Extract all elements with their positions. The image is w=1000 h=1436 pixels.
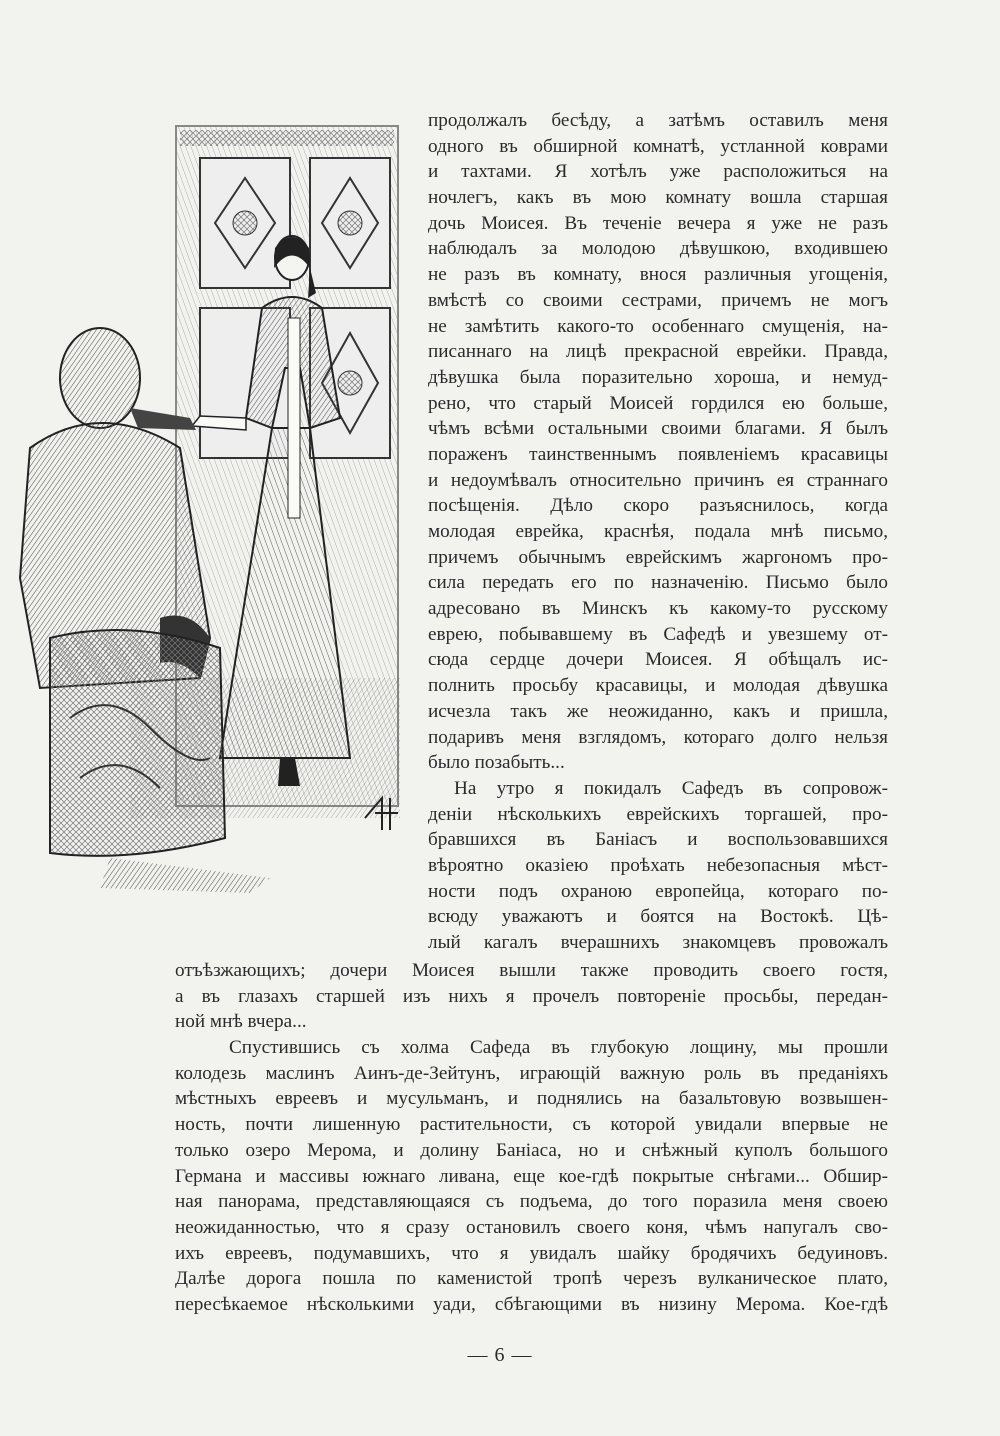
text-line: было позабыть...	[428, 752, 565, 774]
text-line: рено, что старый Моисей гордился ею больше,	[428, 392, 888, 414]
text-line: ной мнѣ вчера...	[175, 1011, 307, 1033]
text-line: подаривъ меня взглядомъ, котораго долго нельзя	[428, 726, 888, 748]
text-line: вѣроятно оказіею проѣхать небезопасныя мѣст-	[428, 854, 888, 876]
text-line: только озеро Мерома, и долину Баніаса, но и снѣжный куполъ большого	[175, 1139, 888, 1161]
text-line: наблюдалъ за молодою дѣвушкою, входившею	[428, 238, 888, 260]
text-line: Спустившись съ холма Сафеда въ глубокую лощину, мы прошли	[229, 1037, 888, 1059]
text-line: дѣвушка была поразительно хороша, и немуд-	[428, 366, 888, 388]
text-line: не замѣтить какого-то особеннаго смущенія, на-	[428, 315, 888, 337]
text-line: и недоумѣвалъ относительно причинъ ея страннаго	[428, 469, 888, 491]
text-line: деніи нѣсколькихъ еврейскихъ торгашей, про-	[428, 803, 888, 825]
text-line: продолжалъ бесѣду, а затѣмъ оставилъ меня	[428, 110, 888, 131]
text-line: вмѣстѣ со своими сестрами, причемъ не могъ	[428, 289, 888, 311]
engraving-illustration	[10, 118, 410, 918]
text-line: адресовано въ Минскъ къ какому-то русскому	[428, 598, 888, 620]
text-line: Далѣе дорога пошла по каменистой тропѣ черезъ вулканическое плато,	[175, 1268, 888, 1290]
text-line: ность, почти лишенную растительности, съ которой увидали впервые не	[175, 1114, 888, 1136]
text-line: На утро я покидалъ Сафедъ въ сопровож-	[454, 777, 888, 799]
text-line: всюду уважаютъ и боятся на Востокѣ. Цѣ-	[428, 906, 888, 928]
page-number: — 6 —	[467, 1344, 533, 1366]
text-line: пораженъ таинственнымъ появленіемъ красавицы	[428, 443, 888, 465]
text-line: причемъ обычнымъ еврейскимъ жаргономъ про-	[428, 546, 888, 568]
lower-text-block	[175, 958, 888, 1318]
upper-text-column	[428, 108, 888, 956]
text-line: сила передать его по назначенію. Письмо было	[428, 572, 888, 594]
text-line: и тахтами. Я хотѣлъ уже расположиться на	[428, 161, 888, 183]
text-line: сюда сердце дочери Моисея. Я обѣщалъ ис-	[428, 649, 888, 671]
text-line: одного въ обширной комнатѣ, устланной коврами	[428, 135, 888, 157]
text-line: колодезь маслинъ Аинъ-де-Зейтунъ, играющій важную роль въ преданіяхъ	[175, 1062, 888, 1084]
text-line: дочь Моисея. Въ теченіе вечера я уже не разъ	[428, 212, 888, 234]
text-line: мѣстныхъ евреевъ и мусульманъ, и поднялись на базальтовую возвышен-	[175, 1088, 888, 1110]
text-line: а въ глазахъ старшей изъ нихъ я прочелъ повтореніе просьбы, передан-	[175, 985, 888, 1007]
text-line: полнить просьбу красавицы, и молодая дѣвушка	[428, 675, 888, 697]
text-line: еврею, побывавшему въ Сафедѣ и увезшему от-	[428, 623, 888, 645]
text-line: писаннаго на лицѣ прекрасной еврейки. Правда,	[428, 341, 888, 363]
text-line: чѣмъ всѣми остальными своими благами. Я былъ	[428, 418, 888, 440]
text-line: неожиданностью, что я сразу остановилъ своего коня, чѣмъ напугалъ сво-	[175, 1216, 888, 1238]
text-line: ная панорама, представляющаяся съ подъема, до того поразила меня своею	[175, 1191, 888, 1213]
text-line: посѣщенія. Дѣло скоро разъяснилось, когда	[428, 495, 888, 517]
text-line: бравшихся въ Баніасъ и воспользовавшихся	[428, 829, 888, 851]
text-line: пересѣкаемое нѣсколькими уади, сбѣгающими въ низину Мерома. Кое-гдѣ	[175, 1293, 888, 1315]
text-line: ности подъ охраною европейца, котораго по-	[428, 880, 888, 902]
text-line: молодая еврейка, краснѣя, подала мнѣ письмо,	[428, 521, 888, 542]
text-line: не разъ въ комнату, внося различныя угощенія,	[428, 264, 888, 286]
text-line: лый кагалъ вчерашнихъ знакомцевъ провожалъ	[428, 932, 888, 953]
text-line: отъѣзжающихъ; дочери Моисея вышли также проводить своего гостя,	[175, 960, 888, 981]
text-line: Германа и массивы южнаго ливана, еще кое-гдѣ покрытые снѣгами... Обшир-	[175, 1165, 888, 1187]
text-line: исчезла такъ же неожиданно, какъ и пришла,	[428, 700, 888, 722]
text-line: ихъ евреевъ, подумавшихъ, что я увидалъ шайку бродячихъ бедуиновъ.	[175, 1242, 888, 1264]
text-line: ночлегъ, какъ въ мою комнату вошла старшая	[428, 187, 888, 209]
